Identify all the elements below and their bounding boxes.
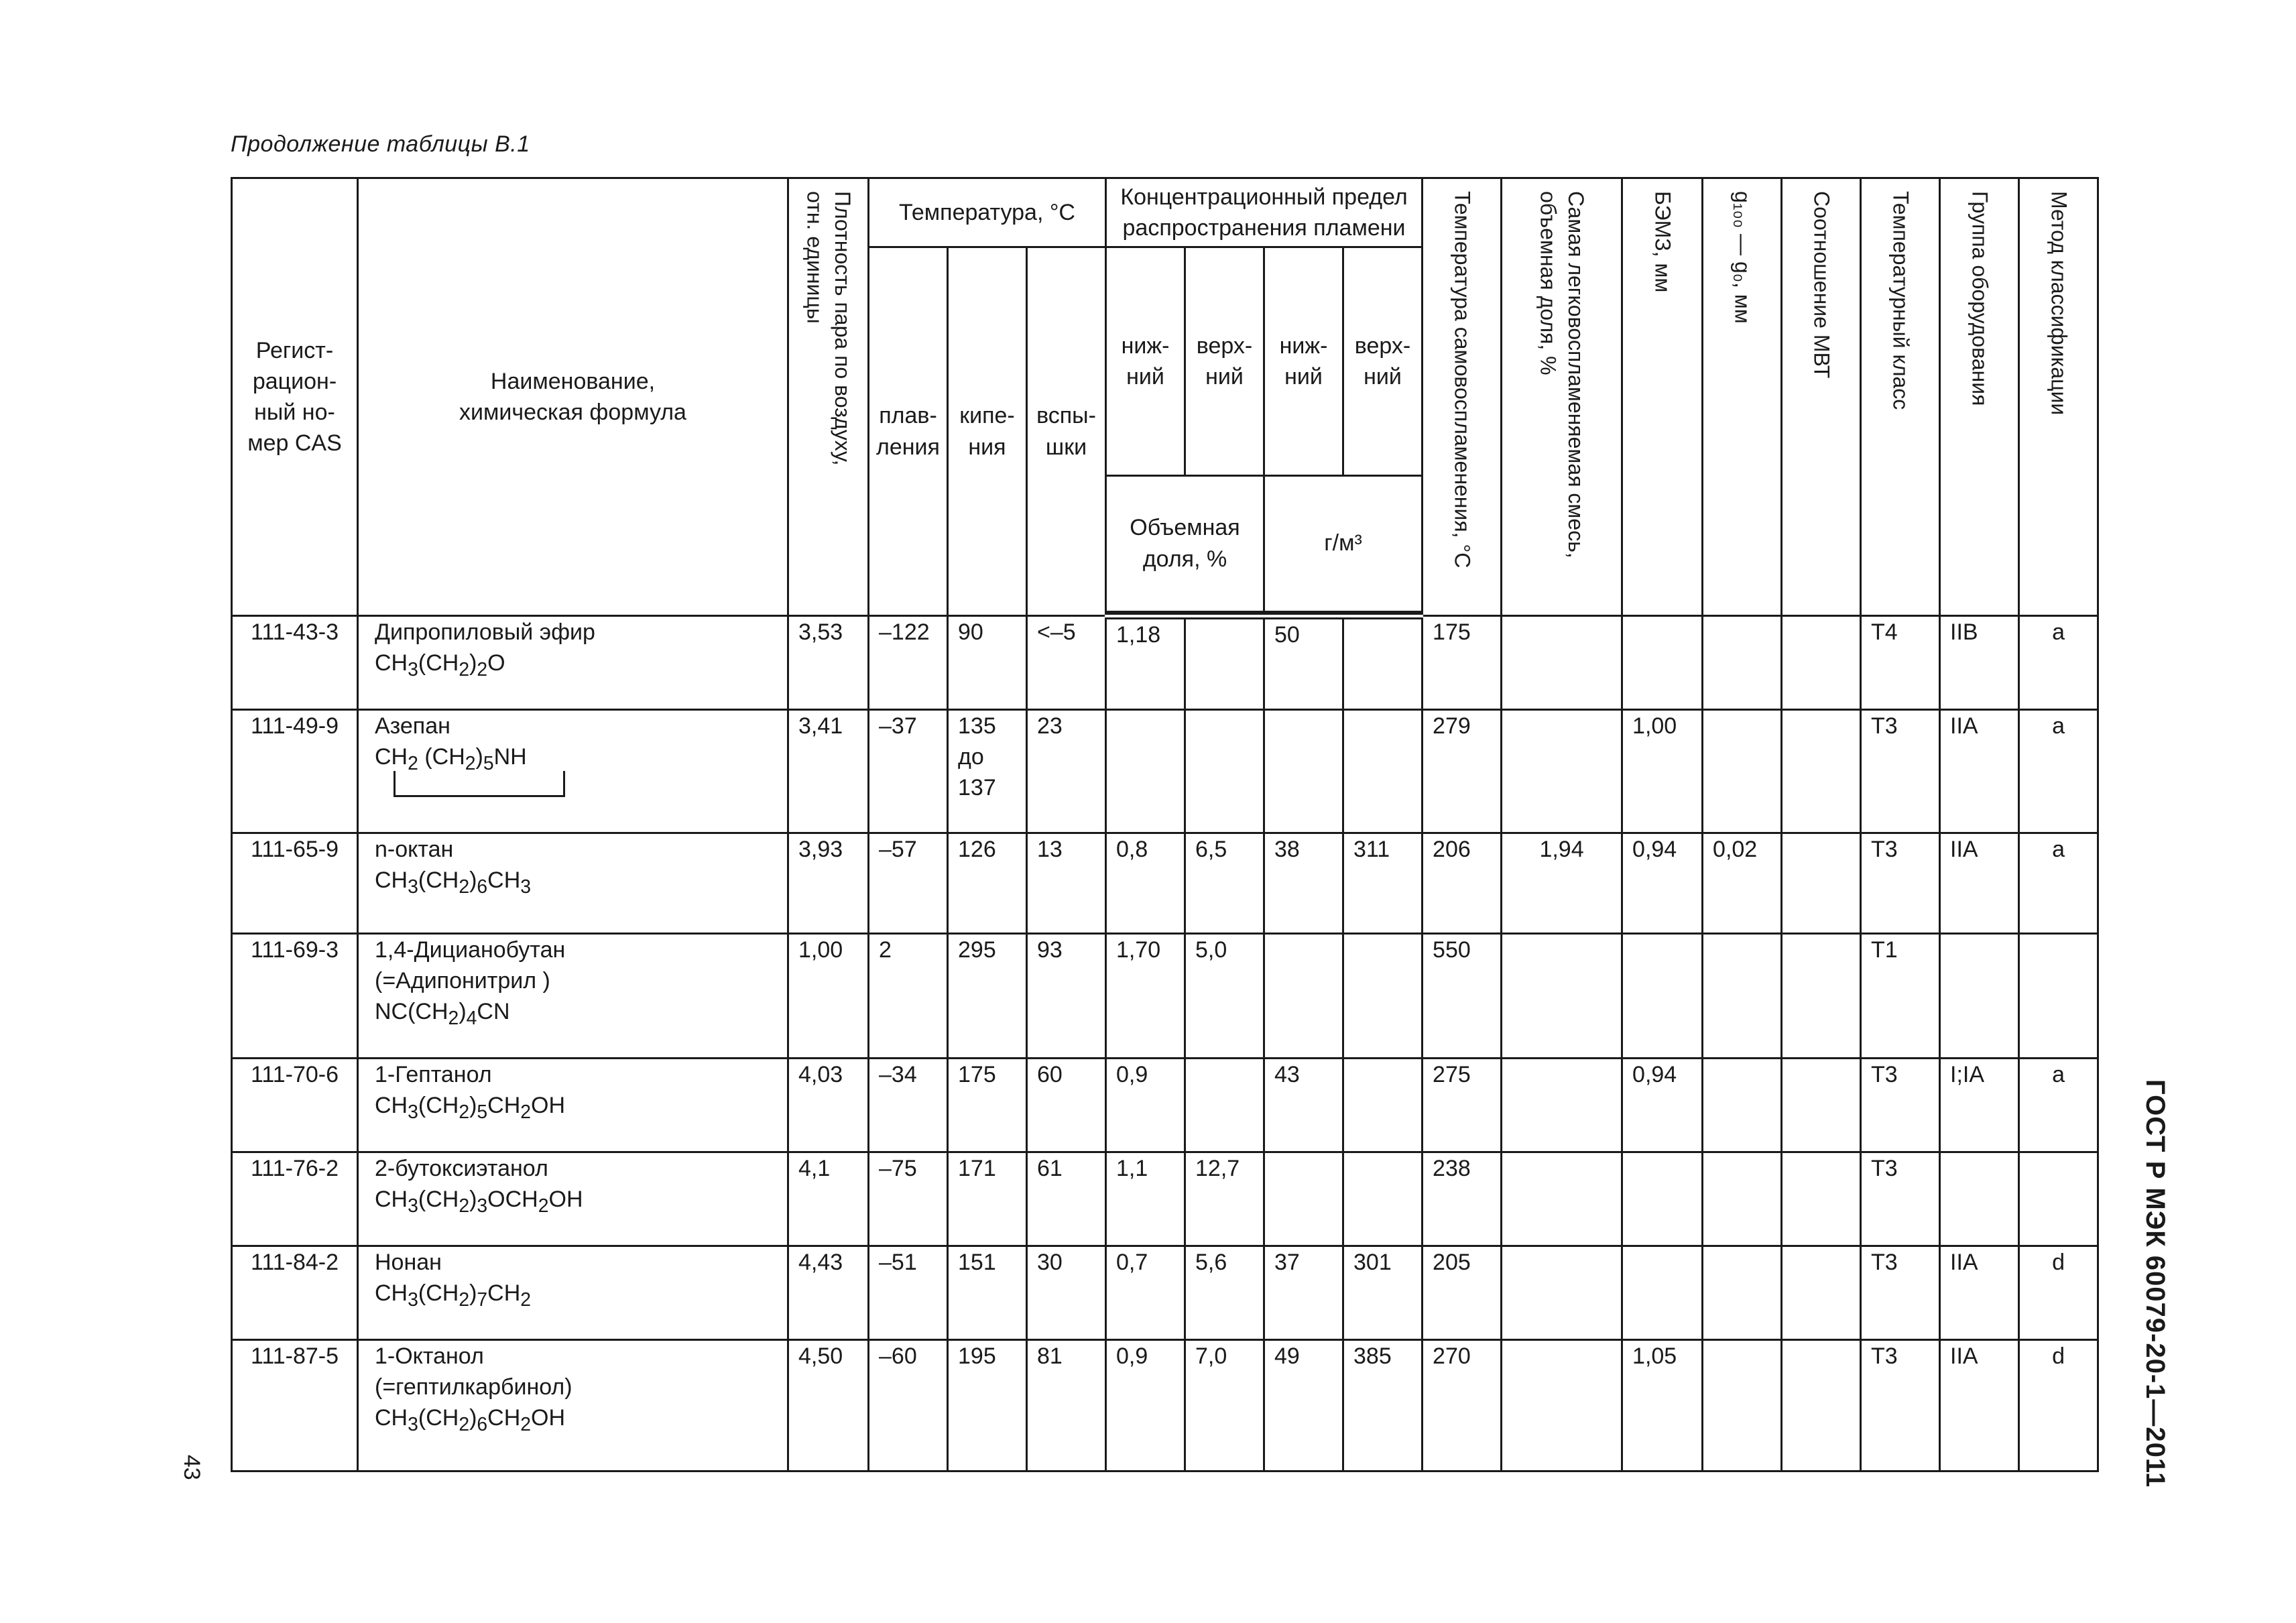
header-bemz: БЭМЗ, мм — [1622, 178, 1703, 616]
cell-method: a — [2019, 1059, 2098, 1152]
chemical-formula: $CH_3(CH_2)_5CH_2OH$ — [375, 1093, 566, 1124]
header-most-ignitable: Самая легковоспламеняемая смесь, объемная доля, % — [1502, 178, 1622, 616]
cell-g100 — [1703, 934, 1782, 1059]
cell-lower-g — [1264, 1152, 1343, 1246]
cell-equip-group: I;IA — [1940, 1059, 2019, 1152]
cell-lower-vol: 0,9 — [1106, 1340, 1185, 1471]
cell-autoignition: 175 — [1423, 616, 1502, 710]
document-code: ГОСТ Р МЭК 60079-20-1—2011 — [2140, 1079, 2170, 1488]
cell-flash: <–5 — [1027, 616, 1106, 710]
cell-cas: 111-43-3 — [232, 616, 358, 710]
cell-method: a — [2019, 710, 2098, 833]
cell-name — [358, 934, 788, 1059]
cell-bemz: 0,94 — [1622, 833, 1703, 934]
cell-g100 — [1703, 1246, 1782, 1340]
substance-name: 1,4-Дицианобутан (=Адипонитрил ) — [375, 937, 566, 994]
cell-mvt-ratio — [1782, 1152, 1861, 1246]
header-gm3: г/м³ — [1264, 475, 1423, 611]
cell-most-ignitable — [1502, 934, 1622, 1059]
cell-lower-vol — [1106, 710, 1185, 833]
cell-autoignition: 238 — [1423, 1152, 1502, 1246]
cell-name — [358, 1340, 788, 1471]
substance-name: 1-Гептанол — [375, 1062, 492, 1087]
cell-most-ignitable: 1,94 — [1502, 833, 1622, 934]
cell-bemz — [1622, 616, 1703, 710]
cell-equip-group: IIA — [1940, 1246, 2019, 1340]
cell-equip-group — [1940, 1152, 2019, 1246]
cell-g100 — [1703, 1059, 1782, 1152]
cell-equip-group: IIA — [1940, 833, 2019, 934]
table-caption: Продолжение таблицы В.1 — [231, 131, 530, 157]
cell-mvt-ratio — [1782, 1340, 1861, 1471]
cell-name — [358, 833, 788, 934]
cell-density: 4,1 — [788, 1152, 869, 1246]
cell-most-ignitable — [1502, 1059, 1622, 1152]
cell-method — [2019, 934, 2098, 1059]
cell-method: a — [2019, 616, 2098, 710]
cell-temp-class: T3 — [1861, 1246, 1940, 1340]
header-vol-fraction: Объемная доля, % — [1106, 475, 1264, 611]
cell-equip-group — [1940, 934, 2019, 1059]
chemical-formula: $CH_3(CH_2)_6CH_2OH$ — [375, 1405, 566, 1436]
cell-boiling: 171 — [948, 1152, 1027, 1246]
cell-melting: 2 — [869, 934, 948, 1059]
cell-autoignition: 279 — [1423, 710, 1502, 833]
cell-cas: 111-87-5 — [232, 1340, 358, 1471]
cell-density: 4,03 — [788, 1059, 869, 1152]
cell-name — [358, 616, 788, 710]
cell-most-ignitable — [1502, 1246, 1622, 1340]
cell-flash: 93 — [1027, 934, 1106, 1059]
cell-cas: 111-76-2 — [232, 1152, 358, 1246]
table-body — [232, 616, 2098, 1471]
cell-boiling: 175 — [948, 1059, 1027, 1152]
cell-lower-vol: 1,70 — [1106, 934, 1185, 1059]
substance-name: 2-бутоксиэтанол — [375, 1156, 548, 1181]
substance-name: n-октан — [375, 837, 454, 862]
cell-bemz — [1622, 1246, 1703, 1340]
cell-flash: 13 — [1027, 833, 1106, 934]
cell-equip-group: IIA — [1940, 1340, 2019, 1471]
cell-g100 — [1703, 1152, 1782, 1246]
cell-upper-g — [1343, 616, 1423, 710]
cell-upper-vol — [1185, 1059, 1264, 1152]
cell-upper-g: 385 — [1343, 1340, 1423, 1471]
cell-boiling: 90 — [948, 616, 1027, 710]
header-equip-group: Группа оборудования — [1940, 178, 2019, 616]
cell-method: d — [2019, 1340, 2098, 1471]
table-row — [232, 710, 2098, 833]
cell-temp-class: T1 — [1861, 934, 1940, 1059]
chemical-formula: $CH_3(CH_2)_2O$ — [375, 650, 505, 681]
cell-most-ignitable — [1502, 1340, 1622, 1471]
chemical-formula: $NC(CH_2)_4CN$ — [375, 999, 510, 1030]
chemical-formula: $CH_2$ $(CH_2)_5NH$ — [375, 741, 787, 776]
cell-density: 3,41 — [788, 710, 869, 833]
cell-name — [358, 1059, 788, 1152]
cell-melting: –60 — [869, 1340, 948, 1471]
cell-autoignition: 270 — [1423, 1340, 1502, 1471]
substance-name: Нонан — [375, 1250, 442, 1275]
cell-boiling: 126 — [948, 833, 1027, 934]
table-row — [232, 833, 2098, 934]
cell-melting: –37 — [869, 710, 948, 833]
cell-bemz: 1,00 — [1622, 710, 1703, 833]
header-flash: вспы- шки — [1027, 247, 1106, 616]
cell-mvt-ratio — [1782, 934, 1861, 1059]
cell-bemz — [1622, 1152, 1703, 1246]
page-number: 43 — [179, 1455, 204, 1480]
table-row — [232, 1246, 2098, 1340]
cell-density: 4,43 — [788, 1246, 869, 1340]
header-conc-limit: Концентрационный предел распространения пламени — [1106, 178, 1423, 247]
cell-boiling: 135 до 137 — [948, 710, 1027, 833]
properties-table — [231, 177, 2099, 1472]
table-row — [232, 934, 2098, 1059]
header-upper-g: верх- ний — [1343, 247, 1423, 476]
cell-autoignition: 206 — [1423, 833, 1502, 934]
header-method: Метод классификации — [2019, 178, 2098, 616]
header-autoignition: Температура самовоспламенения, °С — [1423, 178, 1502, 616]
cell-cas: 111-49-9 — [232, 710, 358, 833]
substance-name: 1-Октанол (=гептилкарбинол) — [375, 1343, 572, 1400]
cell-name — [358, 1246, 788, 1340]
cell-flash: 81 — [1027, 1340, 1106, 1471]
cell-lower-g: 38 — [1264, 833, 1343, 934]
header-cas: Регист- рацион- ный но- мер CAS — [232, 178, 358, 616]
cell-melting: –34 — [869, 1059, 948, 1152]
cell-mvt-ratio — [1782, 710, 1861, 833]
cell-lower-vol: 0,7 — [1106, 1246, 1185, 1340]
cell-upper-g: 301 — [1343, 1246, 1423, 1340]
cell-temp-class: T3 — [1861, 1152, 1940, 1246]
cell-flash: 61 — [1027, 1152, 1106, 1246]
cell-upper-g — [1343, 1059, 1423, 1152]
cell-temp-class: T3 — [1861, 710, 1940, 833]
ring-bond-icon — [394, 771, 565, 797]
cell-boiling: 295 — [948, 934, 1027, 1059]
header-upper-vol: верх- ний — [1185, 247, 1264, 476]
cell-temp-class: T3 — [1861, 833, 1940, 934]
header-lower-g: ниж- ний — [1264, 247, 1343, 476]
cell-melting: –75 — [869, 1152, 948, 1246]
cell-flash: 30 — [1027, 1246, 1106, 1340]
cell-name — [358, 710, 788, 833]
cell-lower-vol: 1,18 — [1106, 616, 1185, 710]
header-density: Плотность пара по воздуху, отн. единицы — [788, 178, 869, 616]
cell-lower-g — [1264, 710, 1343, 833]
cell-lower-g — [1264, 934, 1343, 1059]
cell-autoignition: 550 — [1423, 934, 1502, 1059]
cell-lower-vol: 1,1 — [1106, 1152, 1185, 1246]
substance-name: Дипропиловый эфир — [375, 619, 595, 645]
cell-g100 — [1703, 616, 1782, 710]
cell-upper-g — [1343, 934, 1423, 1059]
table-row — [232, 616, 2098, 710]
cell-bemz: 0,94 — [1622, 1059, 1703, 1152]
header-mvt-ratio: Соотношение МВТ — [1782, 178, 1861, 616]
cell-melting: –51 — [869, 1246, 948, 1340]
cell-bemz — [1622, 934, 1703, 1059]
header-name: Наименование, химическая формула — [358, 178, 788, 616]
cell-temp-class: T3 — [1861, 1340, 1940, 1471]
cell-cas: 111-84-2 — [232, 1246, 358, 1340]
cell-cas: 111-70-6 — [232, 1059, 358, 1152]
table-row — [232, 1152, 2098, 1246]
cell-upper-vol — [1185, 710, 1264, 833]
cell-density: 3,93 — [788, 833, 869, 934]
cell-density: 1,00 — [788, 934, 869, 1059]
header-temp-class: Температурный класс — [1861, 178, 1940, 616]
cell-lower-g: 43 — [1264, 1059, 1343, 1152]
cell-upper-vol: 5,6 — [1185, 1246, 1264, 1340]
cell-lower-g: 37 — [1264, 1246, 1343, 1340]
chemical-formula: $CH_3(CH_2)_3OCH_2OH$ — [375, 1187, 583, 1217]
cell-boiling: 151 — [948, 1246, 1027, 1340]
cell-mvt-ratio — [1782, 833, 1861, 934]
cell-most-ignitable — [1502, 710, 1622, 833]
cell-mvt-ratio — [1782, 1246, 1861, 1340]
table-row — [232, 1059, 2098, 1152]
cell-upper-vol: 6,5 — [1185, 833, 1264, 934]
cell-upper-g — [1343, 710, 1423, 833]
cell-method: a — [2019, 833, 2098, 934]
cell-method — [2019, 1152, 2098, 1246]
cell-g100 — [1703, 1340, 1782, 1471]
cell-upper-vol: 7,0 — [1185, 1340, 1264, 1471]
substance-name: Азепан — [375, 713, 450, 739]
header-melting: плав- ления — [869, 247, 948, 616]
cell-upper-g: 311 — [1343, 833, 1423, 934]
cell-upper-vol — [1185, 616, 1264, 710]
cell-name — [358, 1152, 788, 1246]
cell-lower-g: 50 — [1264, 616, 1343, 710]
chemical-formula: $CH_3(CH_2)_7CH_2$ — [375, 1280, 532, 1311]
header-boiling: кипе- ния — [948, 247, 1027, 616]
cell-g100: 0,02 — [1703, 833, 1782, 934]
cell-boiling: 195 — [948, 1340, 1027, 1471]
cell-mvt-ratio — [1782, 1059, 1861, 1152]
cell-most-ignitable — [1502, 1152, 1622, 1246]
cell-lower-g: 49 — [1264, 1340, 1343, 1471]
cell-temp-class: T3 — [1861, 1059, 1940, 1152]
cell-lower-vol: 0,8 — [1106, 833, 1185, 934]
header-lower-vol: ниж- ний — [1106, 247, 1185, 476]
cell-equip-group: IIA — [1940, 710, 2019, 833]
cell-temp-class: T4 — [1861, 616, 1940, 710]
cell-method: d — [2019, 1246, 2098, 1340]
header-temperature: Температура, °С — [869, 178, 1106, 247]
cell-cas: 111-69-3 — [232, 934, 358, 1059]
cell-melting: –122 — [869, 616, 948, 710]
cell-cas: 111-65-9 — [232, 833, 358, 934]
cell-autoignition: 205 — [1423, 1246, 1502, 1340]
cell-g100 — [1703, 710, 1782, 833]
cell-equip-group: IIB — [1940, 616, 2019, 710]
cell-melting: –57 — [869, 833, 948, 934]
cell-upper-g — [1343, 1152, 1423, 1246]
cell-bemz: 1,05 — [1622, 1340, 1703, 1471]
cell-upper-vol: 5,0 — [1185, 934, 1264, 1059]
cell-density: 3,53 — [788, 616, 869, 710]
cell-density: 4,50 — [788, 1340, 869, 1471]
cell-flash: 60 — [1027, 1059, 1106, 1152]
header-g100: g₁₀₀ — g₀, мм — [1703, 178, 1782, 616]
chemical-formula: $CH_3(CH_2)_6CH_3$ — [375, 867, 532, 898]
cell-flash: 23 — [1027, 710, 1106, 833]
cell-lower-vol: 0,9 — [1106, 1059, 1185, 1152]
cell-upper-vol: 12,7 — [1185, 1152, 1264, 1246]
cell-autoignition: 275 — [1423, 1059, 1502, 1152]
cell-mvt-ratio — [1782, 616, 1861, 710]
cell-most-ignitable — [1502, 616, 1622, 710]
table-row — [232, 1340, 2098, 1471]
